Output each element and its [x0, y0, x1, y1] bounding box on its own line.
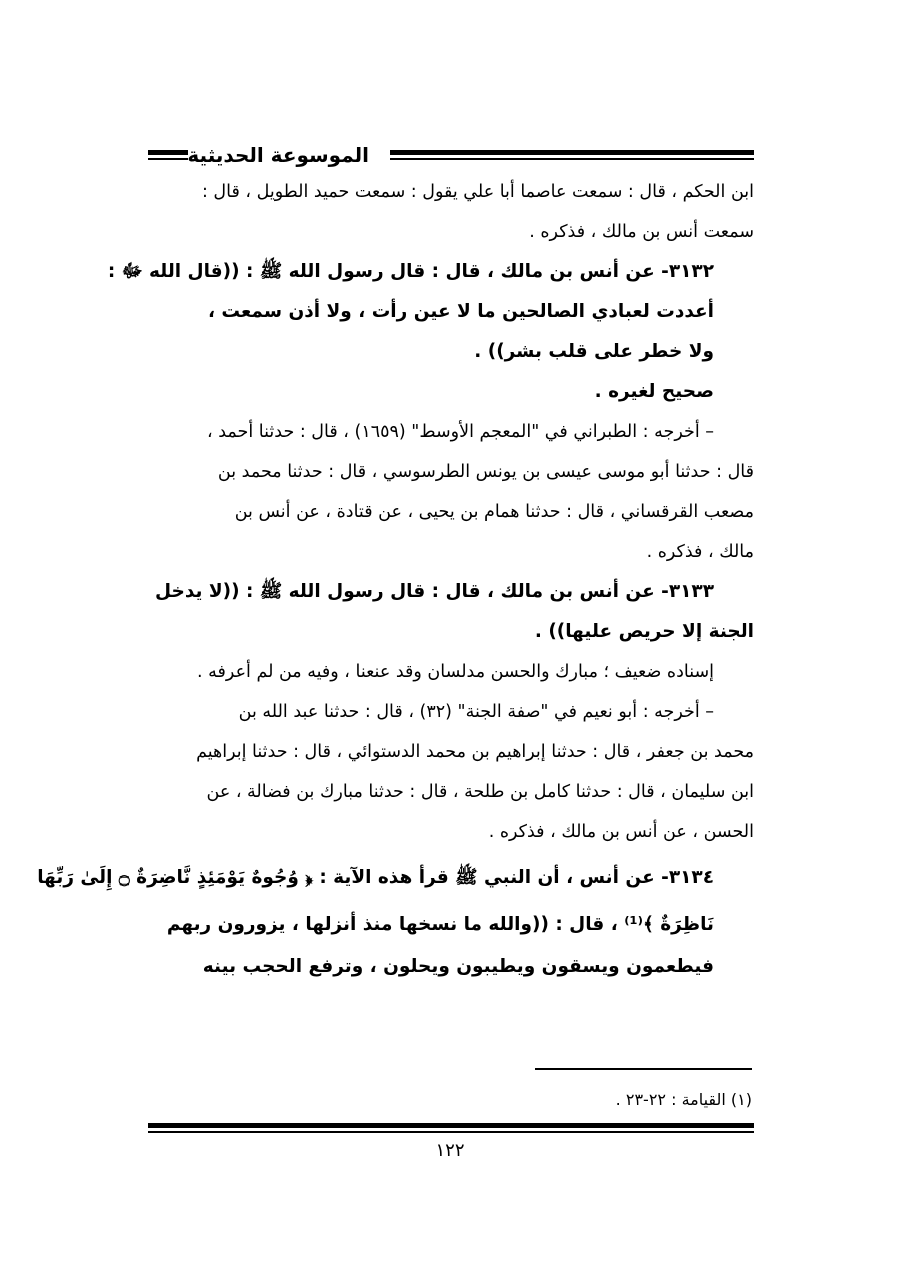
text-line: الحسن ، عن أنس بن مالك ، فذكره . [488, 822, 754, 842]
running-header [148, 140, 754, 170]
text-line: ولا خطر على قلب بشر)) . [474, 341, 714, 362]
footnote: (١) القيامة : ٢٢-٢٣ . [615, 1090, 752, 1109]
text-line: ٣١٣٢- عن أنس بن مالك ، قال : قال رسول الله ﷺ : ((قال الله ﷻ : [107, 261, 714, 282]
text-line: صحيح لغيره . [594, 381, 714, 402]
text-line: مصعب القرقساني ، قال : حدثنا همام بن يحيى ، عن قتادة ، عن أنس بن [234, 502, 754, 522]
header-rule-right [390, 150, 754, 160]
text-line: مالك ، فذكره . [646, 542, 754, 562]
text-line: ٣١٣٤- عن أنس ، أن النبي ﷺ قرأ هذه الآية : ﴿ وُجُوهٌ يَوْمَئِذٍ نَّاضِرَةٌ ۝ إِلَىٰ رَبِّهَا [37, 867, 714, 888]
header-title: الموسوعة الحديثية [187, 143, 369, 167]
text-line: – أخرجه : الطبراني في "المعجم الأوسط" (١٦٥٩) ، قال : حدثنا أحمد ، [207, 422, 714, 442]
text-line: إسناده ضعيف ؛ مبارك والحسن مدلسان وقد عنعنا ، وفيه من لم أعرفه . [197, 662, 714, 682]
text-line: أعددت لعبادي الصالحين ما لا عين رأت ، ولا أذن سمعت ، [207, 301, 714, 322]
text-line: ٣١٣٣- عن أنس بن مالك ، قال : قال رسول الله ﷺ : ((لا يدخل [154, 581, 714, 602]
page-number: ١٢٢ [435, 1140, 465, 1161]
footnote-separator [535, 1068, 752, 1070]
text-line: محمد بن جعفر ، قال : حدثنا إبراهيم بن محمد الدستوائي ، قال : حدثنا إبراهيم [196, 742, 754, 762]
header-rule-left [148, 150, 188, 160]
bottom-rule [148, 1123, 754, 1133]
text-line: ابن الحكم ، قال : سمعت عاصما أبا علي يقول : سمعت حميد الطويل ، قال : [201, 182, 754, 202]
text-line: قال : حدثنا أبو موسى عيسى بن يونس الطرسوسي ، قال : حدثنا محمد بن [217, 462, 754, 482]
text-line: فيطعمون ويسقون ويطيبون ويحلون ، وترفع الحجب بينه [202, 956, 714, 977]
text-line: الجنة إلا حريص عليها)) . [534, 621, 754, 642]
text-line: ابن سليمان ، قال : حدثنا كامل بن طلحة ، قال : حدثنا مبارك بن فضالة ، عن [206, 782, 754, 802]
text-line: سمعت أنس بن مالك ، فذكره . [529, 222, 754, 242]
text-line: – أخرجه : أبو نعيم في "صفة الجنة" (٣٢) ، قال : حدثنا عبد الله بن [238, 702, 714, 722]
text-line: نَاظِرَةٌ ﴾⁽¹⁾ ، قال : ((والله ما نسخها منذ أنزلها ، يزورون ربهم [166, 914, 714, 935]
